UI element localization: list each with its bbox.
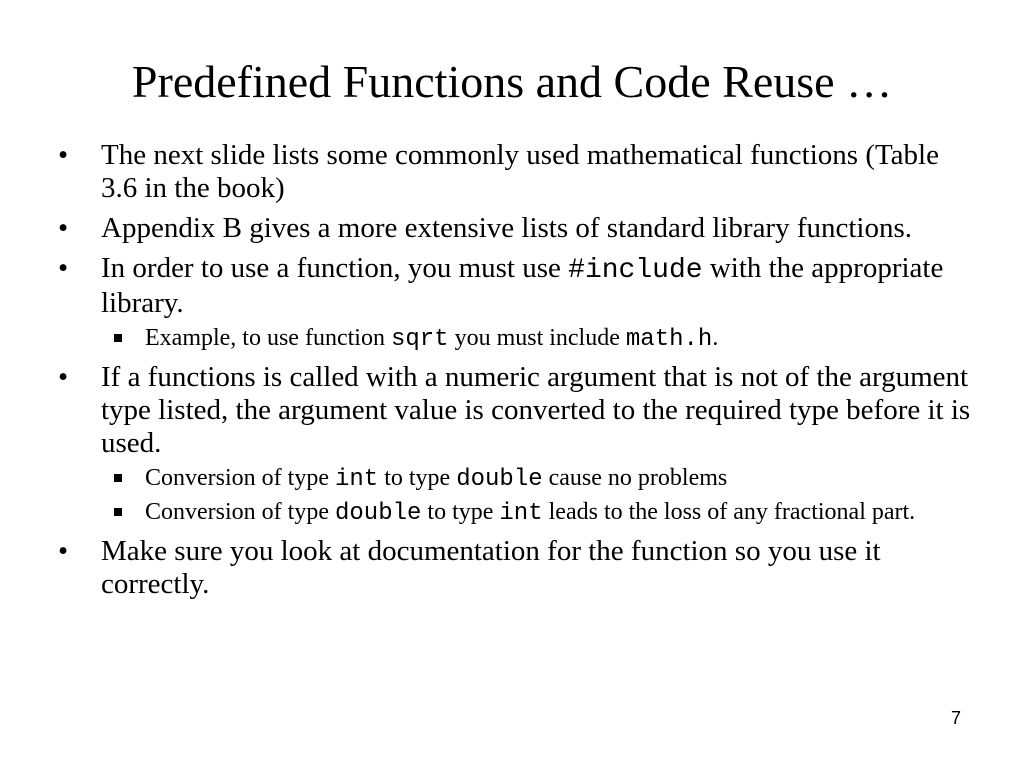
sub-text: cause no problems bbox=[542, 465, 728, 491]
bullet-dot-icon: • bbox=[58, 361, 69, 393]
bullet-dot-icon: • bbox=[58, 212, 69, 244]
inline-code: #include bbox=[568, 255, 703, 286]
bullet-dot-icon: • bbox=[58, 535, 69, 567]
page-number: 7 bbox=[951, 708, 962, 728]
slide-title: Predefined Functions and Code Reuse … bbox=[131, 56, 893, 107]
bullet-item bbox=[56, 252, 976, 320]
sub-text: to type bbox=[421, 499, 500, 525]
bullet-dot-icon: • bbox=[58, 139, 69, 171]
square-bullet-icon bbox=[114, 474, 122, 482]
sub-text: leads to the loss of any fractional part. bbox=[542, 499, 916, 525]
inline-code: math.h bbox=[625, 326, 713, 353]
sub-text: you must include bbox=[448, 325, 626, 351]
bullet-text: Make sure you look at documentation for the function so you use it correctly. bbox=[101, 535, 881, 600]
inline-code: int bbox=[334, 466, 379, 493]
bullet-item bbox=[56, 361, 976, 460]
sub-bullet-item bbox=[56, 497, 976, 529]
bullet-text: Appendix B gives a more extensive lists of standard library functions. bbox=[101, 212, 913, 244]
bullet-item bbox=[56, 212, 976, 245]
bullet-text-before: In order to use a function, you must use bbox=[101, 252, 569, 284]
bullet-dot-icon: • bbox=[58, 252, 69, 284]
square-bullet-icon bbox=[114, 334, 122, 342]
bullet-list bbox=[56, 139, 976, 608]
sub-text: to type bbox=[378, 465, 457, 491]
bullet-text-after: with the appropriate library. bbox=[101, 252, 944, 319]
bullet-text: If a functions is called with a numeric argument that is not of the argument type listed, the argument value is converted to the required type before it is used. bbox=[101, 361, 971, 459]
sub-bullet-item bbox=[56, 463, 976, 495]
bullet-text: The next slide lists some commonly used mathematical functions (Table 3.6 in the book) bbox=[101, 139, 939, 204]
inline-code: int bbox=[499, 500, 543, 527]
sub-text: Example, to use function bbox=[145, 325, 391, 351]
bullet-item bbox=[56, 139, 976, 205]
sub-text: Conversion of type bbox=[145, 499, 335, 525]
square-bullet-icon bbox=[114, 508, 122, 516]
sub-text: . bbox=[712, 325, 719, 351]
inline-code: sqrt bbox=[390, 326, 449, 353]
inline-code: double bbox=[334, 500, 422, 527]
inline-code: double bbox=[456, 466, 543, 493]
sub-text: Conversion of type bbox=[145, 465, 335, 491]
sub-bullet-item bbox=[56, 323, 976, 355]
bullet-item bbox=[56, 535, 976, 601]
